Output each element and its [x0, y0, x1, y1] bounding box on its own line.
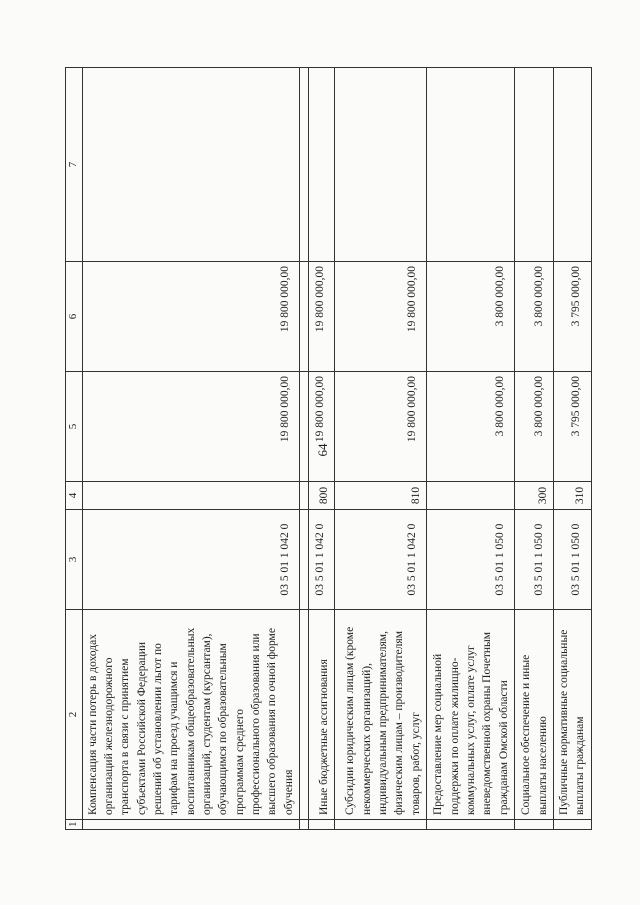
row-value-6: 3 800 000,00 — [514, 262, 553, 372]
header-col-3: 3 — [66, 510, 83, 610]
row-value-5: 3 800 000,00 — [514, 372, 553, 482]
row-value-6: 3 795 000,00 — [553, 262, 591, 372]
spacer-row — [299, 68, 308, 830]
table-row — [514, 68, 553, 830]
row-code: 03 5 01 1 042 0 — [82, 510, 299, 610]
row-code: 03 5 01 1 050 0 — [514, 510, 553, 610]
row-value-6: 3 800 000,00 — [426, 262, 514, 372]
header-col-2: 2 — [66, 610, 83, 820]
row-value-5: 19 800 000,00 — [82, 372, 299, 482]
row-value-7 — [553, 68, 591, 262]
row-type — [82, 482, 299, 510]
header-col-6: 6 — [66, 262, 83, 372]
header-col-4: 4 — [66, 482, 83, 510]
row-index-cell — [334, 820, 426, 830]
header-col-5: 5 — [66, 372, 83, 482]
row-value-7 — [82, 68, 299, 262]
row-name: Публичные нормативные социальные выплаты гражданам — [553, 610, 591, 820]
row-code: 03 5 01 1 050 0 — [553, 510, 591, 610]
row-name: Иные бюджетные ассигнования — [308, 610, 334, 820]
row-name: Субсидии юридическим лицам (кроме некоммерческих организаций), индивидуальным предпринимателям, физическим лицам – производителям товаров, работ, услуг — [334, 610, 426, 820]
row-value-7 — [514, 68, 553, 262]
row-type: 810 — [334, 482, 426, 510]
row-code: 03 5 01 1 042 0 — [334, 510, 426, 610]
page-number: 64 — [315, 443, 330, 457]
table-row — [308, 68, 334, 830]
row-value-6: 19 800 000,00 — [334, 262, 426, 372]
row-index-cell — [426, 820, 514, 830]
row-name: Социальное обеспечение и иные выплаты населению — [514, 610, 553, 820]
row-index-cell — [82, 820, 299, 830]
row-name: Предоставление мер социальной поддержки по оплате жилищно-коммунальных услуг, оплате услуг вневедомственной охраны Почетным гражданам Омской области — [426, 610, 514, 820]
row-index-cell — [553, 820, 591, 830]
row-name: Компенсация части потерь в доходах организаций железнодорожного транспорта в связи с принятием субъектами Российской Федерации решений об установлении льгот по тарифам на проезд учащимся и воспитанникам общеобразовательных организаций, студентам (курсантам), обучающимся по образовательным программам среднего профессионального образования или высшего образования по очной форме обучения — [82, 610, 299, 820]
table-row — [334, 68, 426, 830]
row-type: 800 — [308, 482, 334, 510]
row-value-5: 3 795 000,00 — [553, 372, 591, 482]
row-type: 310 — [553, 482, 591, 510]
rotated-table-container — [65, 68, 587, 830]
table-frame — [65, 68, 587, 830]
row-value-5: 3 800 000,00 — [426, 372, 514, 482]
table-row — [553, 68, 591, 830]
row-value-7 — [426, 68, 514, 262]
row-type — [426, 482, 514, 510]
row-index-cell — [308, 820, 334, 830]
row-value-6: 19 800 000,00 — [308, 262, 334, 372]
row-value-7 — [308, 68, 334, 262]
row-value-6: 19 800 000,00 — [82, 262, 299, 372]
row-code: 03 5 01 1 042 0 — [308, 510, 334, 610]
row-code: 03 5 01 1 050 0 — [426, 510, 514, 610]
row-value-7 — [334, 68, 426, 262]
table-row — [426, 68, 514, 830]
header-col-7: 7 — [66, 68, 83, 262]
row-type: 300 — [514, 482, 553, 510]
table-row — [82, 68, 299, 830]
row-value-5: 19 800 000,00 — [308, 372, 334, 482]
header-row — [66, 68, 83, 830]
header-col-1: 1 — [66, 820, 83, 830]
budget-table — [65, 67, 592, 830]
row-value-5: 19 800 000,00 — [334, 372, 426, 482]
row-index-cell — [514, 820, 553, 830]
